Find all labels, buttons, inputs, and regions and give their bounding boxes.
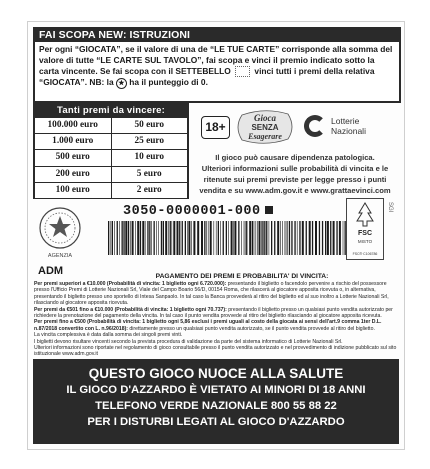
fine-paragraph: I biglietti devono risultare vincenti secondo la prevista procedura di validazione da parte del sistema informatico di Lotterie Nazionali Srl. [34, 338, 343, 345]
barcode-bar [312, 221, 313, 255]
barcode-bar [112, 221, 113, 255]
instructions-text-b: vinci tutti i premi della relativa “GIOCATA”. NB: la [39, 66, 375, 88]
sgi-label: SGI [387, 202, 393, 213]
barcode-bar [218, 221, 219, 255]
barcode-bar [226, 221, 227, 255]
health-line2: IL GIOCO D'AZZARDO È VIETATO AI MINORI DI 18 ANNI [66, 384, 366, 396]
barcode-bar [188, 221, 190, 255]
barcode-bar [185, 221, 186, 255]
barcode-bar [137, 221, 139, 255]
prize-cell: 2 euro [112, 183, 188, 198]
barcode-bar [277, 221, 279, 255]
barcode-bar [214, 221, 215, 255]
barcode-bar [287, 221, 288, 255]
fsc-code: FSC® C106786 [352, 252, 378, 256]
barcode-bar [325, 221, 326, 255]
barcode-bar [123, 221, 124, 255]
barcode-bar [249, 221, 251, 255]
prize-table [33, 103, 189, 199]
fine-paragraph: Ulteriori informazioni sono riportate nel regolamento di gioco consultabile presso il punto vendita autorizzato e nel provvedimento di indizione pubblicato sul sito istituzionale www.adm.gov.it [34, 345, 397, 358]
prize-row [35, 134, 187, 149]
barcode-bar [216, 221, 217, 255]
gioca-senza-esagerare-logo [236, 109, 294, 145]
adm-label: ADM [38, 265, 64, 277]
barcode-bar [306, 221, 307, 255]
fine-text: direttamente presso un qualsiasi punto vendita autorizzato, se il punto vendita provvede al ritiro del biglietto. [128, 325, 375, 332]
barcode-bar [191, 221, 192, 255]
fine-bold: Per premi fino a €500 (Probabilità di vincita: 1 biglietto ogni 5,86 esclusi i premi uguali al costo della giocata ai sensi dell'art.9 comma 1ter D.L. n.87/2018 convertito con L. n.96/2018): [34, 319, 382, 332]
barcode-bar [262, 221, 263, 255]
barcode-bar [245, 221, 246, 255]
barcode [108, 221, 348, 255]
barcode-bar [336, 221, 337, 255]
prize-row [35, 183, 187, 198]
prize-row [35, 150, 187, 165]
barcode-bar [233, 221, 234, 255]
prize-cell: 5 euro [112, 167, 188, 182]
adm-seal-icon [36, 204, 84, 262]
age-18-badge: 18+ [201, 116, 230, 139]
barcode-bar [291, 221, 292, 255]
prize-cell: 1.000 euro [35, 134, 111, 149]
barcode-bar [339, 221, 341, 255]
fine-bold: Per premi da €501 fino a €10.000 (Probabilità di vincita: 1 biglietto ogni 70.737): [34, 306, 227, 313]
barcode-bar [266, 221, 267, 255]
lotterie-line1: Lotterie [331, 116, 360, 126]
barcode-bar [154, 221, 155, 255]
seal-text: AGENZIA [47, 253, 73, 259]
barcode-bar [254, 221, 255, 255]
code-square-icon [265, 206, 273, 214]
barcode-bar [220, 221, 221, 255]
prize-table-title: Tanti premi da vincere: [57, 105, 165, 116]
barcode-bar [315, 221, 317, 255]
barcode-bar [343, 221, 344, 255]
barcode-bar [264, 221, 265, 255]
instructions-title: FAI SCOPA NEW: ISTRUZIONI [35, 29, 399, 42]
barcode-bar [289, 221, 290, 255]
gioca-line1: Gioca [254, 113, 276, 123]
prize-cell: 100.000 euro [35, 118, 111, 133]
barcode-bar [114, 221, 115, 255]
warning-line: ritenute sui premi previste per legge presso i punti [203, 175, 387, 184]
fine-text: presentando il biglietto o facendolo pervenire a rischio del possessore presso l'Ufficio Premi di Lotterie Nazionali Srl, Viale del Campo Boario 56/D, 00154 Roma, che rilascerà al giocatore apposita ricevuta o, in alternativa, presentando il biglietto presso uno sportello di Intesa Sanpaolo. In tal caso la Banca provvederà al ritiro del biglietto ed al suo inoltro a Lotterie Nazionali Srl, rilasciando al giocatore apposita ricevuta. [34, 281, 389, 307]
ticket-code [123, 204, 273, 219]
lottery-ticket-back [27, 21, 405, 450]
fine-text: presentando il biglietto presso un qualsiasi punto vendita autorizzato per richiedere la prenotazione del pagamento della vincita. In tal caso il punto vendita provvede al ritiro del biglietto rilasciando al giocatore apposita ricevuta. [34, 306, 393, 320]
barcode-bar [132, 221, 134, 255]
barcode-bar [246, 221, 247, 255]
warning-line: vendita e su www.adm.gov.it e www.grattaevinci.com [199, 186, 391, 195]
barcode-bar [201, 221, 203, 255]
fsc-brand: FSC [358, 230, 372, 237]
prize-cell: 10 euro [112, 150, 188, 165]
barcode-bar [231, 221, 233, 255]
barcode-bar [187, 221, 188, 255]
barcode-bar [327, 221, 329, 255]
health-warning-banner [33, 359, 399, 444]
barcode-bar [294, 221, 295, 255]
barcode-bar [122, 221, 123, 255]
gioca-line2: SENZA [251, 123, 279, 132]
barcode-bar [172, 221, 173, 255]
barcode-bar [147, 221, 148, 255]
instructions-text [35, 42, 399, 89]
fine-paragraph [34, 281, 398, 307]
barcode-bar [210, 221, 212, 255]
barcode-bar [168, 221, 169, 255]
barcode-bar [158, 221, 159, 255]
prize-cell: 500 euro [35, 150, 111, 165]
fine-bold: Per premi superiori a €10.000 (Probabilità di vincita: 1 biglietto ogni 6.720.000): [34, 281, 227, 287]
barcode-bar [173, 221, 175, 255]
instructions-box [33, 27, 401, 103]
barcode-bar [208, 221, 209, 255]
ticket-code-text: 3050-0000001-000 [123, 204, 261, 219]
barcode-bar [135, 221, 136, 255]
barcode-bar [117, 221, 118, 255]
barcode-bar [161, 221, 162, 255]
instructions-text-a: Per ogni “GIOCATA”, se il valore di una de “LE TUE CARTE” corrisponde alla somma del valore di tutte “LE CARTE SUL TAVOLO”, fai scopa e vinci il premio indicato sotto la carta vincente. Se fai scopa con il SETTEBELLO [39, 44, 393, 76]
barcode-bar [206, 221, 207, 255]
barcode-bar [170, 221, 171, 255]
barcode-bar [111, 221, 112, 255]
health-line1: QUESTO GIOCO NUOCE ALLA SALUTE [88, 366, 344, 381]
warning-line: Il gioco può causare dipendenza patologica. [215, 153, 375, 162]
prize-cell: 100 euro [35, 183, 111, 198]
barcode-bar [280, 221, 281, 255]
barcode-bar [244, 221, 245, 255]
barcode-bar [177, 221, 179, 255]
barcode-bar [285, 221, 286, 255]
prize-cell: 25 euro [112, 134, 188, 149]
settebello-icon [235, 66, 250, 77]
barcode-bar [204, 221, 205, 255]
barcode-bar [257, 221, 258, 255]
lotterie-nazionali-logo [304, 114, 396, 140]
barcode-bar [142, 221, 144, 255]
star-icon: ★ [116, 78, 127, 89]
barcode-bar [241, 221, 242, 255]
barcode-bar [297, 221, 298, 255]
barcode-bar [322, 221, 323, 255]
barcode-bar [259, 221, 261, 255]
lotterie-line2: Nazionali [331, 126, 366, 136]
barcode-bar [182, 221, 183, 255]
fine-paragraph [34, 307, 398, 320]
lotterie-text [331, 116, 366, 136]
barcode-bar [234, 221, 236, 255]
barcode-bar [108, 221, 109, 255]
fine-paragraph [34, 319, 398, 332]
barcode-bar [179, 221, 180, 255]
barcode-bar [269, 221, 270, 255]
warning-line: Ulteriori informazioni sulle probabilità di vincita e le [201, 164, 389, 173]
barcode-bar [274, 221, 275, 255]
barcode-bar [125, 221, 127, 255]
barcode-bar [299, 221, 300, 255]
barcode-bar [319, 221, 320, 255]
health-line4: PER I DISTURBI LEGATI AL GIOCO D'AZZARDO [87, 416, 345, 428]
barcode-bar [282, 221, 283, 255]
barcode-bar [197, 221, 199, 255]
prize-cell: 50 euro [112, 118, 188, 133]
barcode-bar [165, 221, 167, 255]
barcode-bar [271, 221, 272, 255]
barcode-bar [228, 221, 229, 255]
barcode-bar [119, 221, 120, 255]
barcode-bar [130, 221, 131, 255]
barcode-bar [286, 221, 287, 255]
barcode-bar [151, 221, 152, 255]
barcode-bar [256, 221, 257, 255]
fine-print [34, 281, 398, 358]
barcode-bar [145, 221, 146, 255]
barcode-bar [252, 221, 253, 255]
fine-paragraph: La vincita complessiva è data dalla somma dei singoli premi vinti. [34, 332, 183, 339]
fsc-logo [346, 198, 384, 260]
gambling-warning [188, 152, 402, 196]
barcode-bar [333, 221, 335, 255]
barcode-bar [238, 221, 239, 255]
barcode-bar [193, 221, 195, 255]
health-line3: TELEFONO VERDE NAZIONALE 800 55 88 22 [95, 400, 337, 412]
payment-title: PAGAMENTO DEI PREMI E PROBABILITA' DI VINCITA: [155, 273, 329, 280]
gioca-line3: Esagerare [248, 132, 282, 141]
prize-row [35, 118, 187, 133]
prize-row [35, 167, 187, 182]
fsc-mix: MISTO [357, 239, 373, 244]
barcode-bar [223, 221, 224, 255]
barcode-bar [140, 221, 141, 255]
barcode-bar [149, 221, 150, 255]
prize-cell: 200 euro [35, 167, 111, 182]
barcode-bar [302, 221, 304, 255]
lotterie-c-icon [304, 115, 326, 137]
barcode-bar [128, 221, 129, 255]
barcode-bar [309, 221, 311, 255]
barcode-bar [163, 221, 164, 255]
barcode-bar [156, 221, 157, 255]
instructions-text-c: ha il punteggio di 0. [129, 77, 208, 88]
barcode-bar [261, 221, 262, 255]
barcode-bar [330, 221, 331, 255]
